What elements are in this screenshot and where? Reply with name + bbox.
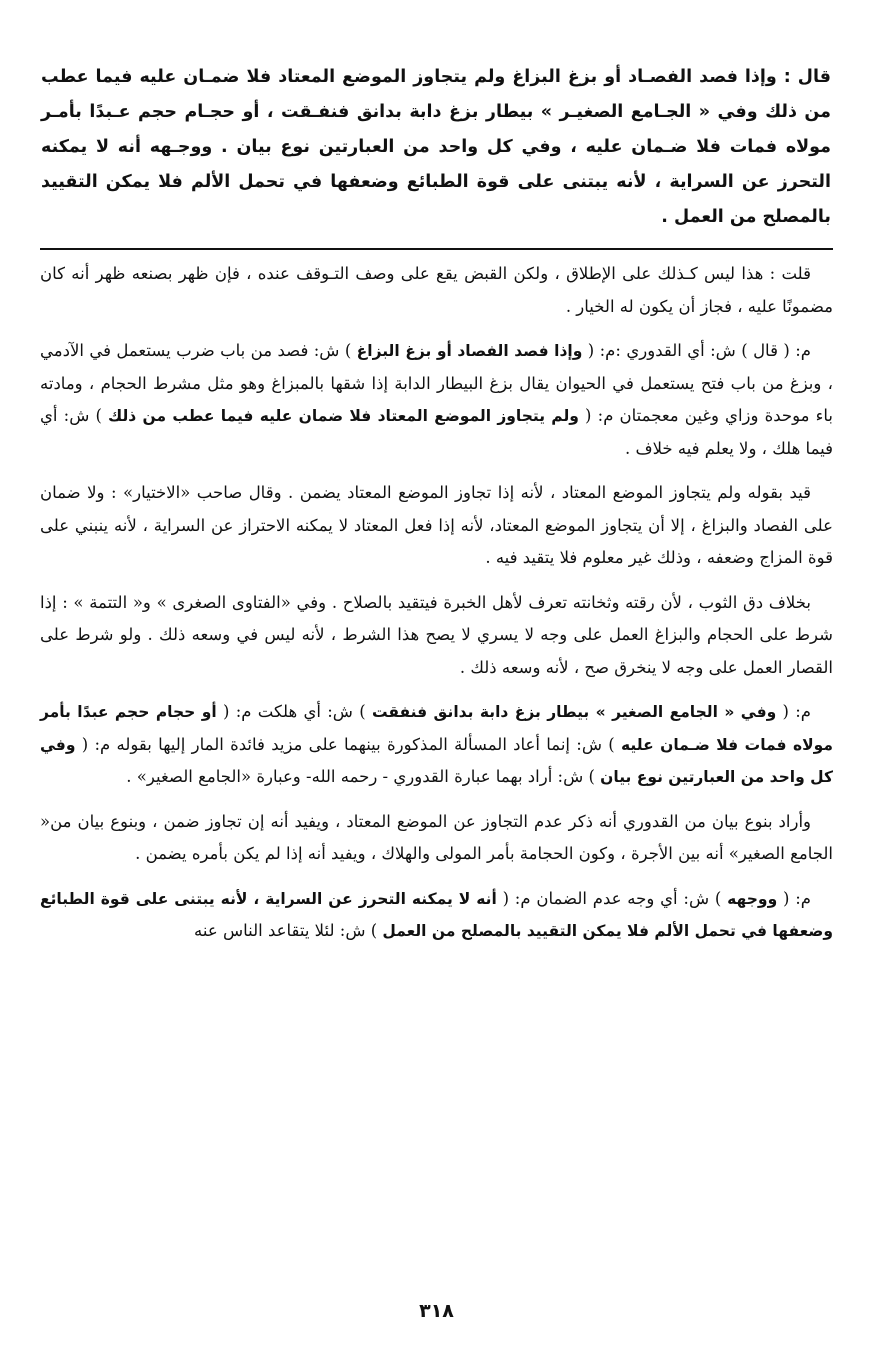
sharh-text: م: ( (777, 888, 812, 908)
matn-quote: ووجهه (727, 889, 778, 908)
sharh-paragraph-2 (40, 335, 833, 465)
separator-rule (40, 248, 833, 250)
matn-quote: وفي « الجامع الصغير » بيطار بزغ دابة بدانق فنفقت (371, 703, 777, 721)
matn-paragraph: قال : وإذا فصد الفصـاد أو بزغ البزاغ ولم يتجاوز الموضع المعتاد فلا ضمـان عليه فيما عطب من ذلك وفي « الجـامع الصغيـر » بيطار بزغ دابة بدانق فنفـقت ، أو حجـام حجم عـبدًا بأمـر مولاه فمات فلا ضـمان عليه ، وفي كل واحد من العبارتين نوع بيان . ووجـهه أنه لا يمكنه التحرز عن السراية ، لأنه يبتنى على قوة الطبائع وضعفها في تحمل الألم فلا يمكن التقييد بالمصلح من العمل . (41, 67, 831, 227)
page-number: ٣١٨ (419, 1300, 454, 1322)
matn-quote: وإذا فصد الفصاد أو بزغ البزاغ (356, 342, 583, 360)
sharh-paragraph-3: قيد بقوله ولم يتجاوز الموضع المعتاد ، لأنه إذا تجاوز الموضع المعتاد يضمن . وقال صاحب «الاختيار» : ولا ضمان على الفصاد والبزاغ ، إلا أن يتجاوز الموضع المعتاد، لأنه إذا فعل المعتاد لا يمكنه الاحتراز عن السراية ، لأنه ينبني على قوة المزاج وضعفه ، وذلك غير معلوم فلا يتقيد فيه . (40, 483, 833, 567)
sharh-paragraph-4: بخلاف دق الثوب ، لأن رقته وثخانته تعرف لأهل الخبرة فيتقيد بالصلاح . وفي «الفتاوى الصغرى » و« التتمة » : إذا شرط على الحجام والبزاغ العمل على وجه لا يسري لا يصح هذا الشرط ، لأنه ليس في وسعه ذلك . ولو شرط على القصار العمل على وجه لا ينخرق صح ، لأنه وسعه ذلك . (40, 592, 833, 677)
matn-quote: وفي كل واحد من العبارتين نوع بيان (40, 735, 833, 786)
sharh-paragraph-1: قلت : هذا ليس كـذلك على الإطلاق ، ولكن القبض يقع على وصف التـوقف عنده ، فإن ظهر بصنعه ظهر أنه كان مضمونًا عليه ، فجاز أن يكون له الخيار . (40, 264, 833, 316)
matn-text-block (41, 60, 831, 235)
sharh-text: ) ش: أي وجه عدم الضمان م: ( (496, 888, 728, 908)
sharh-paragraph-7 (40, 883, 833, 948)
sharh-text: ) ش: إنما أعاد المسألة المذكورة بينهما على مزيد فائدة المار إليها بقوله م: ( (75, 734, 622, 754)
sharh-text-block (40, 258, 833, 960)
matn-quote: ولم يتجاوز الموضع المعتاد فلا ضمان عليه فيما عطب من ذلك (108, 407, 579, 425)
sharh-text: م: ( قال ) ش: أي القدوري :م: ( (582, 341, 811, 360)
sharh-text: ) ش: أي هلكت م: ( (216, 702, 372, 721)
sharh-paragraph-5 (40, 696, 833, 794)
sharh-text: ) ش: فصد من باب ضرب يستعمل في الآدمي ، وبزغ من باب فتح يستعمل في الحيوان يقال بزغ البيطار الدابة إذا شقها بالمبزاغ وهو مثل مشرط الحجام ، ومادته باء موحدة وزاي وغين معجمتان م: ( (40, 341, 834, 425)
sharh-text: ) ش: أي فيما هلك ، ولا يعلم فيه خلاف . (40, 406, 833, 458)
sharh-text: ) ش: لئلا يتقاعد الناس عنه (194, 921, 383, 940)
matn-quote: أنه لا يمكنه التحرز عن السراية ، لأنه يبتنى على قوة الطبائع وضعفها في تحمل الألم فلا يمكن التقييد بالمصلح من العمل (40, 889, 833, 940)
matn-quote: أو حجام حجم عبدًا بأمر مولاه فمات فلا ضـمان عليه (40, 703, 834, 754)
sharh-text: ) ش: أراد بهما عبارة القدوري - رحمه الله- وعبارة «الجامع الصغير» . (126, 767, 601, 786)
sharh-paragraph-6: وأراد بنوع بيان من القدوري أنه ذكر عدم التجاوز عن الموضع المعتاد ، ويفيد أنه إن تجاوز ضمن ، وبنوع بيان من« الجامع الصغير» أنه بين الأجرة ، وكون الحجامة بأمر المولى والهلاك ، ويفيد أنه إذا لم يكن بأمره يضمن . (40, 811, 833, 863)
sharh-text: م: ( (776, 702, 812, 721)
